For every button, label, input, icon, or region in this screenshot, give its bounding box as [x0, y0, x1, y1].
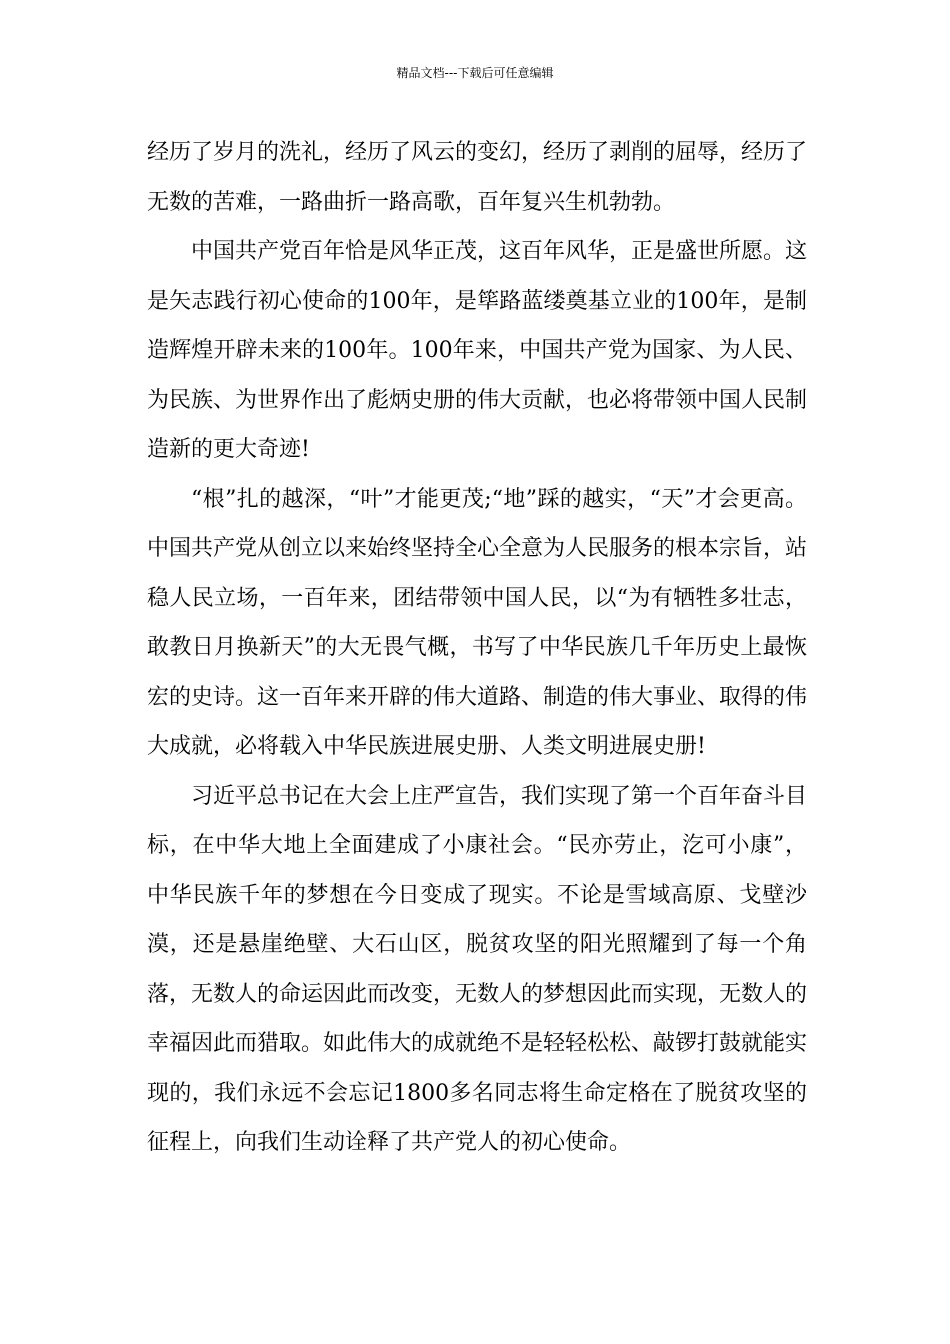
page-header: 精品文档---下载后可任意编辑: [396, 66, 554, 80]
paragraph-1: 经历了岁月的洗礼，经历了风云的变幻，经历了剥削的屈辱，经历了无数的苦难，一路曲折一路高歌，百年复兴生机勃勃。: [147, 140, 808, 215]
paragraph-4: 习近平总书记在大会上庄严宣告，我们实现了第一个百年奋斗目标，在中华大地上全面建成了小康社会。“民亦劳止，汔可小康”，中华民族千年的梦想在今日变成了现实。不论是雪域高原、戈壁沙漠，还是悬崖绝壁、大石山区，脱贫攻坚的阳光照耀到了每一个角落，无数人的命运因此而改变，无数人的梦想因此而实现，无数人的幸福因此而猎取。如此伟大的成就绝不是轻轻松松、敲锣打鼓就能实现的，我们永远不会忘记1800多名同志将生命定格在了脱贫攻坚的征程上，向我们生动诠释了共产党人的初心使命。: [147, 783, 808, 1155]
paragraph-2: 中国共产党百年恰是风华正茂，这百年风华，正是盛世所愿。这是矢志践行初心使命的100年，是筚路蓝缕奠基立业的100年，是制造辉煌开辟未来的100年。100年来，中国共产党为国家、为人民、为民族、为世界作出了彪炳史册的伟大贡献，也必将带领中国人民制造新的更大奇迹!: [147, 239, 808, 462]
paragraph-3: “根”扎的越深，“叶”才能更茂;“地”踩的越实，“天”才会更高。中国共产党从创立以来始终坚持全心全意为人民服务的根本宗旨，站稳人民立场，一百年来，团结带领中国人民，以“为有牺牲多壮志，敢教日月换新天”的大无畏气概，书写了中华民族几千年历史上最恢宏的史诗。这一百年来开辟的伟大道路、制造的伟大事业、取得的伟大成就，必将载入中华民族进展史册、人类文明进展史册!: [147, 486, 808, 759]
document-body: [147, 128, 807, 1168]
